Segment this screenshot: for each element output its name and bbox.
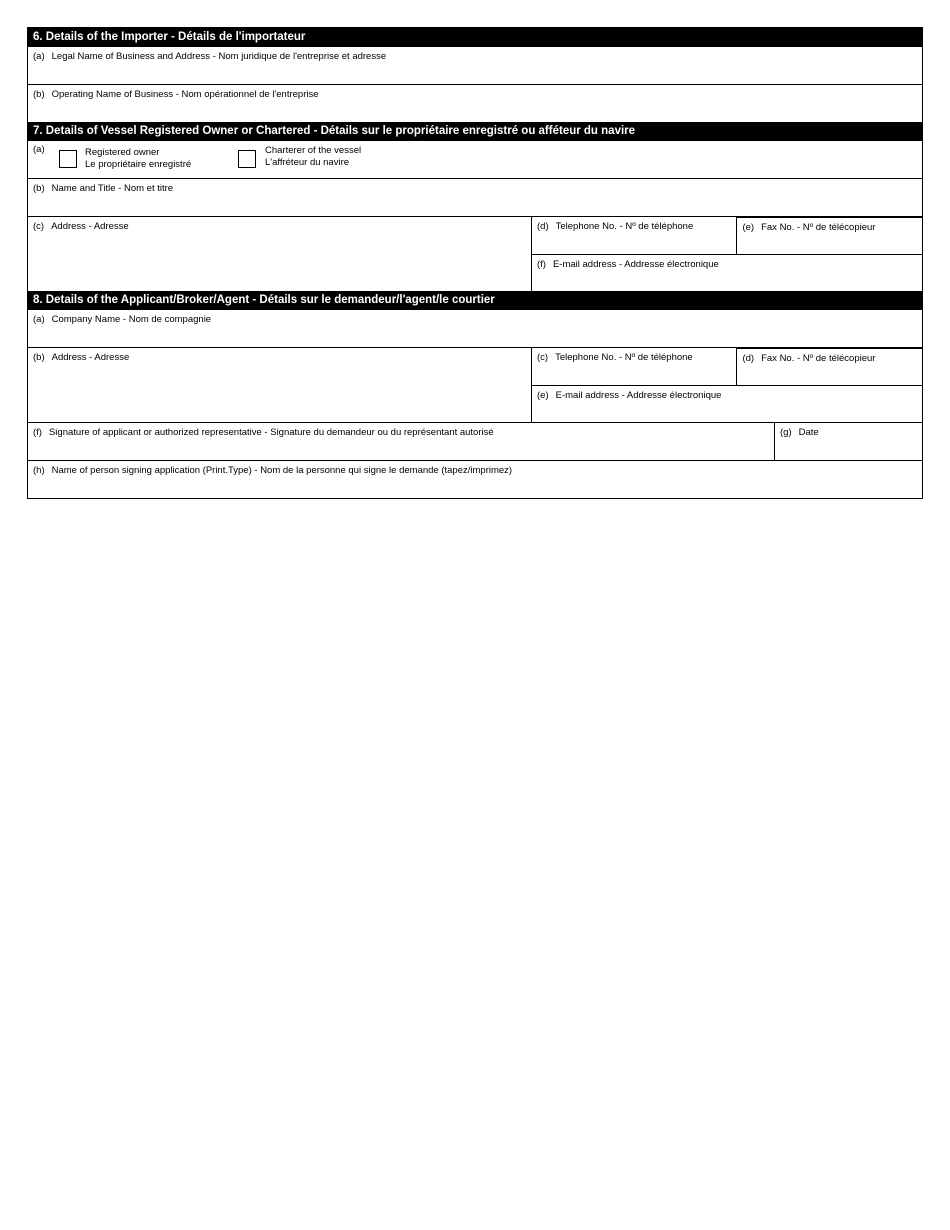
owner-telephone-field[interactable] — [532, 217, 736, 254]
field-prefix: (c) — [537, 352, 549, 363]
section-8-header: 8. Details of the Applicant/Broker/Agent - Détails sur le demandeur/l'agent/le courtier — [28, 291, 922, 310]
registered-owner-label-en: Registered owner — [85, 147, 160, 158]
registered-owner-checkbox[interactable] — [59, 150, 77, 168]
field-label: Address - Adresse — [51, 221, 129, 232]
field-prefix: (d) — [537, 221, 549, 232]
field-prefix: (g) — [780, 427, 792, 438]
field-label: Operating Name of Business - Nom opérationnel de l'entreprise — [51, 89, 319, 100]
field-label: E-mail address - Addresse électronique — [555, 390, 722, 401]
legal-name-field[interactable] — [28, 47, 922, 84]
signer-name-field[interactable] — [28, 461, 922, 498]
name-title-field[interactable] — [28, 179, 922, 216]
field-label: Name and Title - Nom et titre — [51, 183, 174, 194]
field-prefix: (a) — [33, 314, 45, 325]
field-label: Name of person signing application (Print.Type) - Nom de la personne qui signe le demande (tapez/imprimez) — [51, 465, 513, 476]
section-6-header: 6. Details of the Importer - Détails de l'importateur — [28, 28, 922, 47]
field-label: Signature of applicant or authorized representative - Signature du demandeur ou du représentant autorisé — [48, 427, 494, 438]
field-label: Date — [798, 427, 819, 438]
owner-type-field — [28, 141, 922, 178]
registered-owner-label-fr: Le propriétaire enregistré — [85, 159, 192, 170]
charterer-label-fr: L'affréteur du navire — [265, 157, 350, 168]
importer-form — [27, 27, 923, 499]
field-label: Fax No. - Nº de télécopieur — [761, 353, 876, 364]
company-name-field[interactable] — [28, 310, 922, 347]
field-prefix: (c) — [33, 221, 45, 232]
field-prefix: (a) — [33, 144, 45, 155]
field-prefix: (b) — [33, 89, 45, 100]
applicant-email-field[interactable] — [532, 385, 922, 422]
field-label: Telephone No. - Nº de téléphone — [555, 221, 694, 232]
field-label: Company Name - Nom de compagnie — [51, 314, 212, 325]
applicant-address-field[interactable] — [28, 348, 531, 422]
applicant-telephone-field[interactable] — [532, 348, 736, 385]
charterer-label-en: Charterer of the vessel — [265, 145, 362, 156]
field-prefix: (h) — [33, 465, 45, 476]
field-label: Legal Name of Business and Address - Nom juridique de l'entreprise et adresse — [51, 51, 387, 62]
section-7-header: 7. Details of Vessel Registered Owner or Chartered - Détails sur le propriétaire enregistré ou afféteur du navire — [28, 122, 922, 141]
field-label: Telephone No. - Nº de téléphone — [555, 352, 693, 363]
owner-address-field[interactable] — [28, 217, 531, 291]
field-prefix: (e) — [742, 222, 755, 233]
owner-email-field[interactable] — [532, 254, 922, 291]
field-prefix: (f) — [33, 427, 42, 438]
field-prefix: (f) — [537, 259, 546, 270]
field-prefix: (e) — [537, 390, 549, 401]
field-prefix: (b) — [33, 352, 45, 363]
date-field[interactable] — [774, 423, 922, 460]
applicant-fax-field[interactable] — [736, 348, 922, 385]
field-label: Fax No. - Nº de télécopieur — [761, 222, 876, 233]
signature-field[interactable] — [28, 423, 774, 460]
field-prefix: (d) — [742, 353, 755, 364]
field-label: Address - Adresse — [51, 352, 130, 363]
operating-name-field[interactable] — [28, 85, 922, 122]
charterer-checkbox[interactable] — [238, 150, 256, 168]
field-prefix: (b) — [33, 183, 45, 194]
owner-fax-field[interactable] — [736, 217, 922, 254]
field-prefix: (a) — [33, 51, 45, 62]
field-label: E-mail address - Addresse électronique — [552, 259, 719, 270]
